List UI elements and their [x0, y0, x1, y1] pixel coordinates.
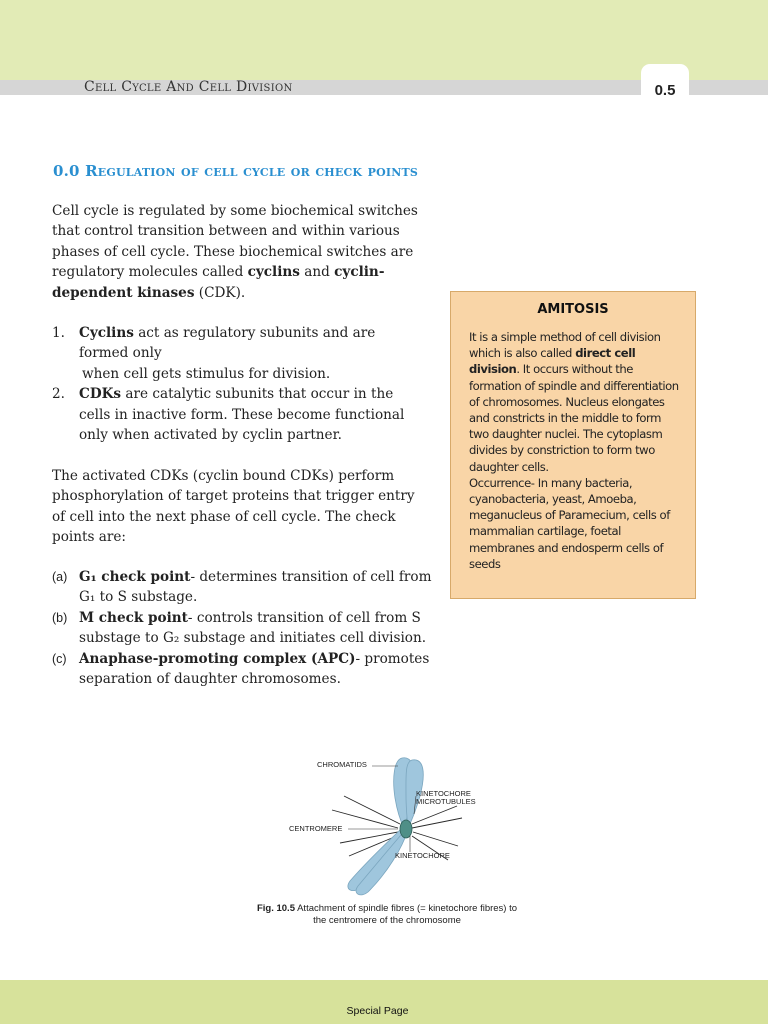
intro-text: (CDK).	[194, 284, 246, 301]
intro-paragraph	[52, 201, 422, 303]
list-item	[52, 649, 432, 690]
intro-text: and	[299, 264, 335, 281]
section-title: Regulation of cell cycle or check points	[85, 162, 418, 180]
list-item	[52, 567, 432, 608]
list-term: G₁ check point	[79, 569, 191, 585]
amitosis-body: . It occurs without the formation of spindle and differentiation of chromosomes. Nucleus elongates and constricts in the middle to form two daughter nuclei. The cytoplasm divides by constriction to form two daughter cells.	[469, 362, 679, 474]
amitosis-occurrence: Occurrence- In many bacteria, cyanobacteria, yeast, Amoeba, meganucleus of Paramecium, cells of mammalian cartilage, foetal membranes and endosperm cells of seeds	[469, 475, 670, 571]
chromosome-illustration	[252, 748, 514, 898]
list-number: 1.	[52, 325, 65, 341]
chromosome-figure	[252, 748, 514, 898]
list-item	[52, 608, 432, 649]
caption-label: Fig. 10.5	[256, 903, 295, 914]
amitosis-text	[469, 329, 683, 572]
checkpoints-intro: The activated CDKs (cyclin bound CDKs) perform phosphorylation of target proteins that trigger entry of cell into the next phase of cell cycle. The check points are:	[52, 468, 415, 546]
list-item	[52, 323, 422, 384]
footer-text: Special Page	[346, 1005, 409, 1017]
list-text: - controls transition of cell from S substage to G₂ substage and initiates cell division.	[79, 609, 427, 647]
section-heading	[53, 162, 418, 180]
checkpoint-list	[52, 567, 432, 689]
page-number: 0.5	[654, 82, 676, 99]
list-text: act as regulatory subunits and are formed only	[79, 325, 376, 362]
list-label: (c)	[52, 651, 67, 666]
list-text: - determines transition of cell from G₁ to S substage.	[79, 569, 432, 606]
list-term: Cyclins	[79, 325, 134, 341]
label-line: MICROTUBULES	[416, 797, 476, 806]
numbered-list	[52, 323, 422, 445]
label-kinetochore-microtubules	[416, 790, 476, 806]
list-term: CDKs	[79, 386, 122, 403]
amitosis-box	[450, 291, 696, 599]
label-chromatids: CHROMATIDS	[317, 760, 367, 769]
chapter-title: Cell Cycle And Cell Division	[84, 79, 293, 95]
list-number: 2.	[52, 386, 65, 403]
bottom-band	[0, 980, 768, 1024]
label-line: KINETOCHORE	[416, 789, 471, 798]
amitosis-title: AMITOSIS	[537, 302, 609, 317]
list-term: Anaphase-promoting complex (APC)	[79, 650, 356, 667]
label-kinetochore: KINETOCHORE	[395, 851, 450, 860]
list-label: (b)	[52, 610, 68, 625]
term-cdk: cyclin-dependent kinases	[52, 264, 385, 301]
intro-text: Cell cycle is regulated by some biochemical switches that control transition between and within various phases of cell cycle. These biochemical switches are regulatory molecules called	[52, 203, 418, 281]
caption-text: Attachment of spindle fibres (= kinetochore fibres) to the centromere of the chromosome	[294, 903, 518, 926]
list-item	[52, 384, 422, 445]
amitosis-body: It is a simple method of cell division which is also called	[469, 330, 661, 361]
amitosis-term: direct cell division	[469, 346, 636, 377]
term-cyclins: cyclins	[247, 264, 300, 281]
figure-caption	[252, 903, 522, 927]
list-text: - promotes separation of daughter chromosomes.	[79, 650, 430, 688]
list-term: M check point	[79, 609, 188, 626]
list-text: when cell gets stimulus for division.	[82, 365, 331, 382]
label-centromere: CENTROMERE	[289, 824, 343, 833]
section-number: 0.0	[53, 162, 80, 180]
list-text: are catalytic subunits that occur in the cells in inactive form. These become functional only when activated by cyclin partner.	[79, 386, 405, 444]
list-label: (a)	[52, 570, 68, 584]
